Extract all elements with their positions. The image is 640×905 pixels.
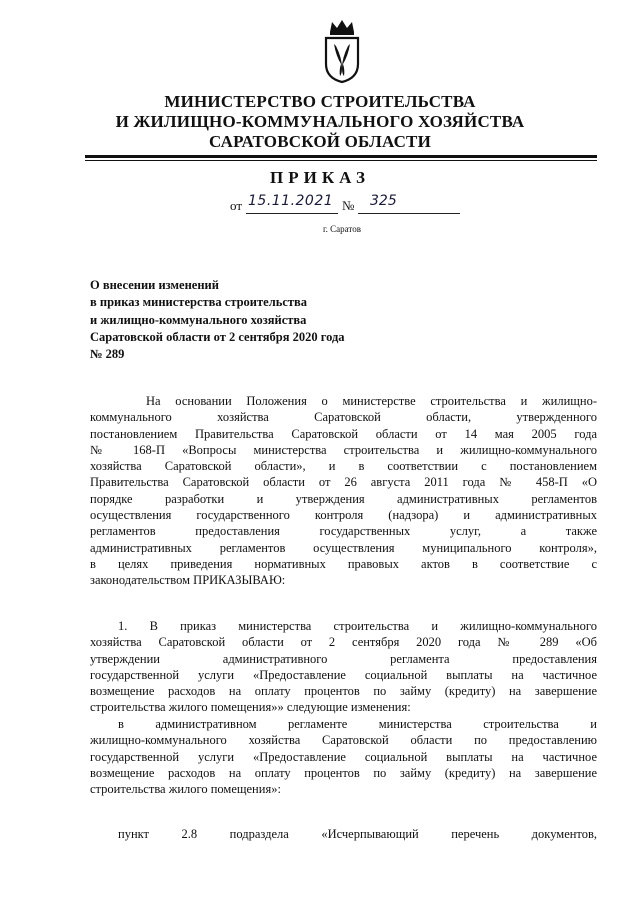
text-line: утверждении административного регламента предоставления [90,651,597,666]
date-underline [246,213,338,214]
number-label: № [342,198,355,213]
date-prefix: от [230,198,243,213]
text-line: Правительства Саратовской области от 26 августа 2011 года № 458-П «О [90,475,597,490]
text-line: № 168-П «Вопросы министерства строительства и жилищно-коммунального [90,442,597,457]
number-underline [358,213,460,214]
ministry-name-line-3: САРАТОВСКОЙ ОБЛАСТИ [208,132,432,151]
text-line: государственной услуги «Предоставление социальной выплаты на частичное [90,667,597,682]
text-line: осуществления государственного контроля (надзора) и административных [90,508,597,523]
text-line: в административном регламенте министерства строительства и [118,717,597,731]
item-1-subparagraph [90,716,597,797]
text-line: в целях приведения нормативных правовых актов в соответствие с [90,556,597,571]
text-line: коммунального хозяйства Саратовской области, утвержденного [90,410,597,425]
point-paragraph [90,826,597,842]
subject-line: О внесении изменений [90,278,219,292]
text-line: пункт 2.8 подраздела «Исчерпывающий перечень документов, [118,827,597,841]
item-1-paragraph [90,618,597,716]
text-line: государственной услуги «Предоставление социальной выплаты на частичное [90,749,597,764]
text-line: постановлением Правительства Саратовской области от 14 мая 2005 года [90,426,597,441]
text-line: жилищно-коммунального хозяйства Саратовской области по предоставлению [90,733,597,748]
handwritten-date: 15.11.2021 [248,193,334,209]
text-line: строительства жилого помещения»: [90,782,281,797]
document-subject [90,277,510,363]
text-line: 1. В приказ министерства строительства и жилищно-коммунального [118,619,597,633]
subject-line: № 289 [90,347,125,362]
subject-line: и жилищно-коммунального хозяйства [90,312,307,327]
text-line: законодательством ПРИКАЗЫВАЮ: [90,573,286,588]
ministry-name-line-2: И ЖИЛИЩНО-КОММУНАЛЬНОГО ХОЗЯЙСТВА [115,112,525,131]
text-line: хозяйства Саратовской области от 2 сентября 2020 года № 289 «Об [90,635,597,650]
header-divider-thick [85,155,597,158]
text-line: административных регламентов осуществления муниципального контроля», [90,540,597,555]
coat-of-arms-icon [322,18,362,84]
subject-line: в приказ министерства строительства [90,295,308,310]
preamble-paragraph [90,393,597,589]
text-line: возмещение расходов на оплату процентов по займу (кредиту) на завершение [90,765,597,780]
subject-line: Саратовской области от 2 сентября 2020 года [90,329,345,344]
handwritten-number: 325 [370,193,397,209]
city-label: г. Саратов [323,224,361,234]
header-divider-thin [85,160,597,161]
ministry-name-line-1: МИНИСТЕРСТВО СТРОИТЕЛЬСТВА [164,92,476,111]
document-type-title: ПРИКАЗ [270,168,370,187]
text-line: порядке разработки и утверждения административных регламентов [90,491,597,506]
text-line: хозяйства Саратовской области», и в соответствии с постановлением [90,459,597,474]
date-number-line [230,193,470,215]
text-line: На основании Положения о министерстве строительства и жилищно- [146,394,597,408]
text-line: возмещение расходов на оплату процентов по займу (кредиту) на завершение [90,684,597,699]
text-line: строительства жилого помещения»» следующие изменения: [90,700,411,715]
text-line: регламентов предоставления государственных услуг, а также [90,524,597,539]
